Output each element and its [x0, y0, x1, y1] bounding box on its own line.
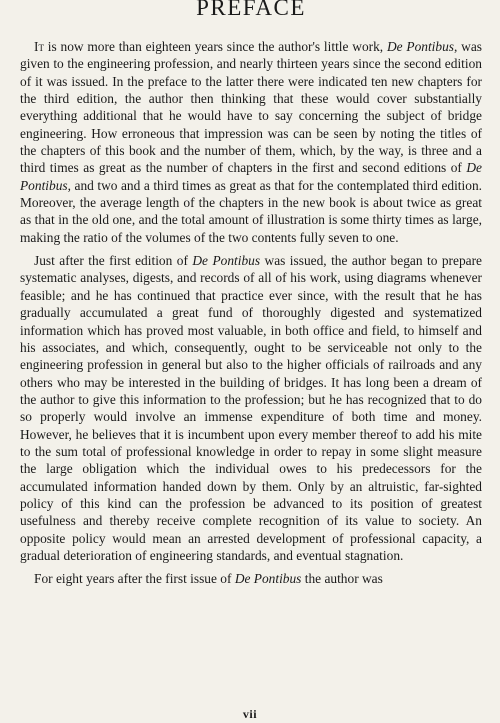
paragraph-3-seg-1: For eight years after the first issue of: [34, 571, 235, 587]
book-title-italic: De Pontibus: [20, 160, 482, 193]
book-title-italic: De Pontibus: [192, 253, 261, 269]
paragraph-2-seg-1: Just after the first edition of: [34, 253, 193, 269]
preface-body: [20, 38, 482, 588]
book-title-italic: De Pontibus: [234, 571, 302, 587]
paragraph-3-seg-3: the author was: [301, 571, 383, 587]
paragraph-3: [20, 570, 482, 587]
paragraph-1-seg-1: is now more than eighteen years since the author's little work,: [43, 39, 387, 54]
paragraph-opening-small-caps: It: [34, 39, 44, 54]
paragraph-1-seg-5: , and two and a third times as great as that for the contemplated third edition. Moreover, the average length of the chapters in the new book is about twice as great as that in the old one, and the total amount of illustration is some thirty times as large, making the ratio of the volumes of the two contents fully seven to one.: [20, 177, 482, 245]
page-title: PREFACE: [196, 0, 306, 20]
book-title-italic: De Pontibus: [386, 39, 455, 54]
paragraph-1: [20, 38, 482, 246]
paragraph-2-seg-3: was issued, the author began to prepare systematic analyses, digests, and records of all of his work, using diagrams whenever feasible; and he has continued that practice ever since, with the result that he has gradually accumulated a great fund of thoroughly digested and systematized information which has proved most valuable, in both office and field, to himself and his associates, and which, consequently, ought to be serviceable not only to the engineering profession in general but also to the higher officials of railroads and any others who may be interested in the building of bridges. It has long been a dream of the author to give this information to the profession; but he has recognized that to do so properly would involve an immense expenditure of both time and money. However, he believes that it is incumbent upon every member thereof to add his mite to the sum total of professional knowledge in order to repay in some slight measure the large obligation which the individual owes to his predecessors for the accumulated information handed down by them. Only by an altruistic, far-sighted policy of this kind can the profession be advanced to its position of greatest usefulness and thereby receive complete recognition of its value to society. An opposite policy would mean an arrested development of professional capacity, a gradual deterioration of engineering standards, and eventual stagnation.: [20, 253, 482, 563]
paragraph-2: [20, 252, 482, 564]
paragraph-1-seg-3: , was given to the engineering profession, and nearly thirteen years since the second edition of it was issued. In the preface to the latter there were indicated ten new chapters for the third edition, the author then thinking that these would cover substantially everything additional that he would have to say concerning the subject of bridge engineering. How erroneous that impression was can be seen by noting the titles of the chapters of this book and the number of them, which, by the way, is three and a third times as great as the number of chapters in the first and second editions of: [20, 39, 482, 176]
page-number: vii: [242, 707, 258, 721]
